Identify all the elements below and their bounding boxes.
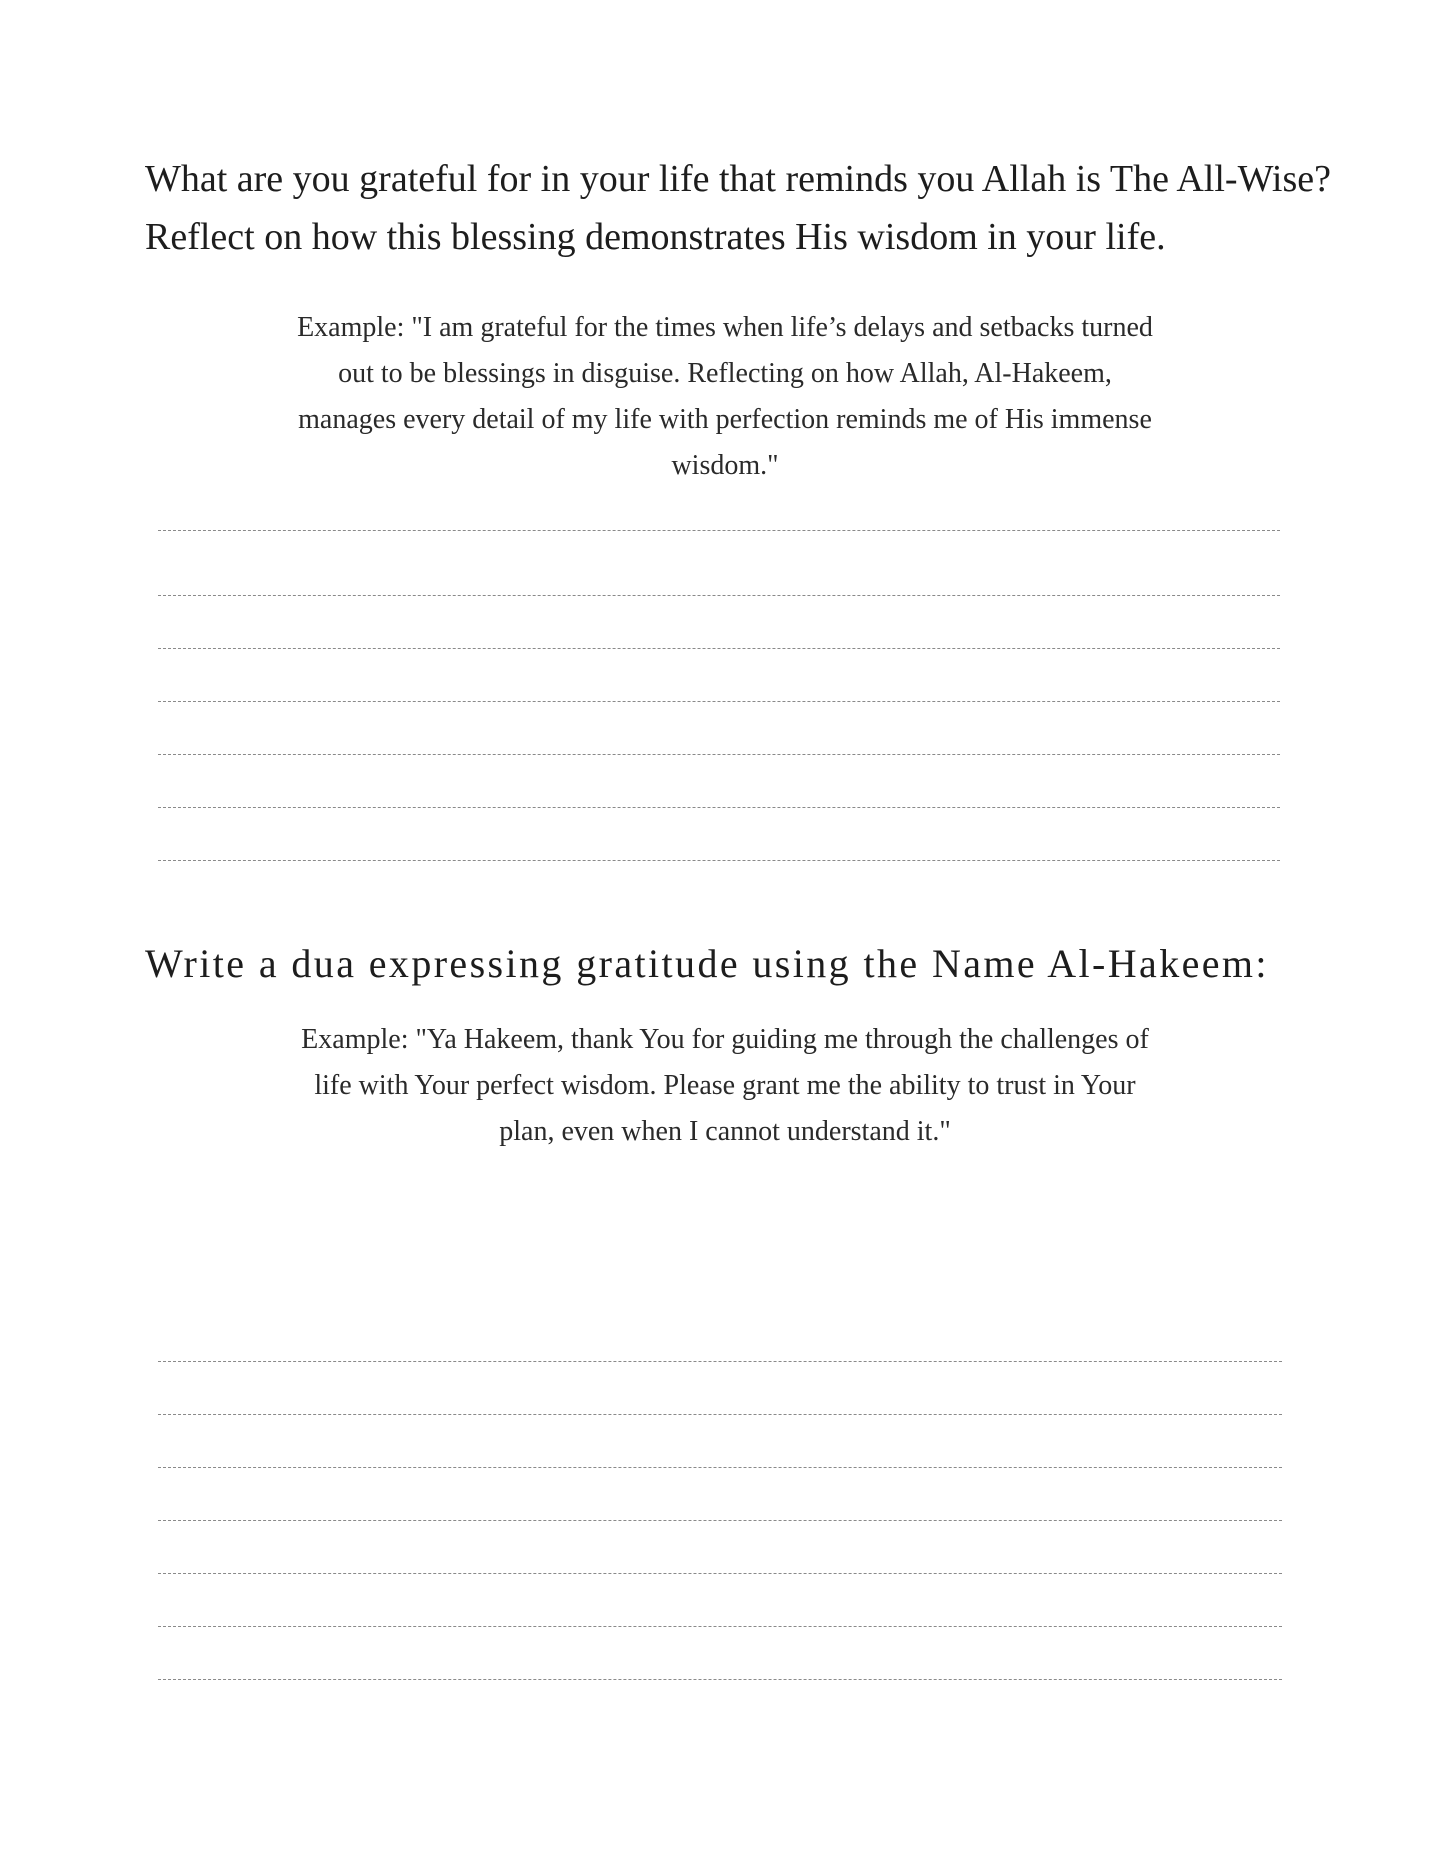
dua-example [225, 1017, 1225, 1155]
dua-example-line-3: plan, even when I cannot understand it." [499, 1116, 951, 1147]
writing-line[interactable] [158, 648, 1280, 649]
writing-line[interactable] [158, 1626, 1282, 1627]
dua-example-line-1: Example: "Ya Hakeem, thank You for guiding me through the challenges of [301, 1024, 1149, 1055]
reflection-question-line-2: Reflect on how this blessing demonstrates His wisdom in your life. [145, 216, 1166, 258]
writing-line[interactable] [158, 1520, 1282, 1521]
dua-example-line-2: life with Your perfect wisdom. Please grant me the ability to trust in Your [314, 1070, 1136, 1101]
writing-line[interactable] [158, 860, 1280, 861]
dua-prompt: Write a dua expressing gratitude using the Name Al-Hakeem: [145, 941, 1269, 986]
writing-line[interactable] [158, 1467, 1282, 1468]
reflection-question [145, 150, 1375, 266]
reflection-example-line-3: manages every detail of my life with perfection reminds me of His immense [298, 404, 1152, 435]
writing-line[interactable] [158, 807, 1280, 808]
writing-line[interactable] [158, 595, 1280, 596]
reflection-example-line-2: out to be blessings in disguise. Reflecting on how Allah, Al-Hakeem, [338, 358, 1112, 389]
writing-line[interactable] [158, 1414, 1282, 1415]
writing-line[interactable] [158, 754, 1280, 755]
writing-line[interactable] [158, 1679, 1282, 1680]
reflection-example [225, 305, 1225, 489]
writing-line[interactable] [158, 701, 1280, 702]
writing-line[interactable] [158, 1573, 1282, 1574]
writing-line[interactable] [158, 1361, 1282, 1362]
reflection-question-line-1: What are you grateful for in your life that reminds you Allah is The All-Wise? [145, 158, 1331, 200]
reflection-example-line-4: wisdom." [671, 450, 779, 481]
reflection-example-line-1: Example: "I am grateful for the times when life’s delays and setbacks turned [297, 312, 1153, 343]
writing-line[interactable] [158, 530, 1280, 531]
